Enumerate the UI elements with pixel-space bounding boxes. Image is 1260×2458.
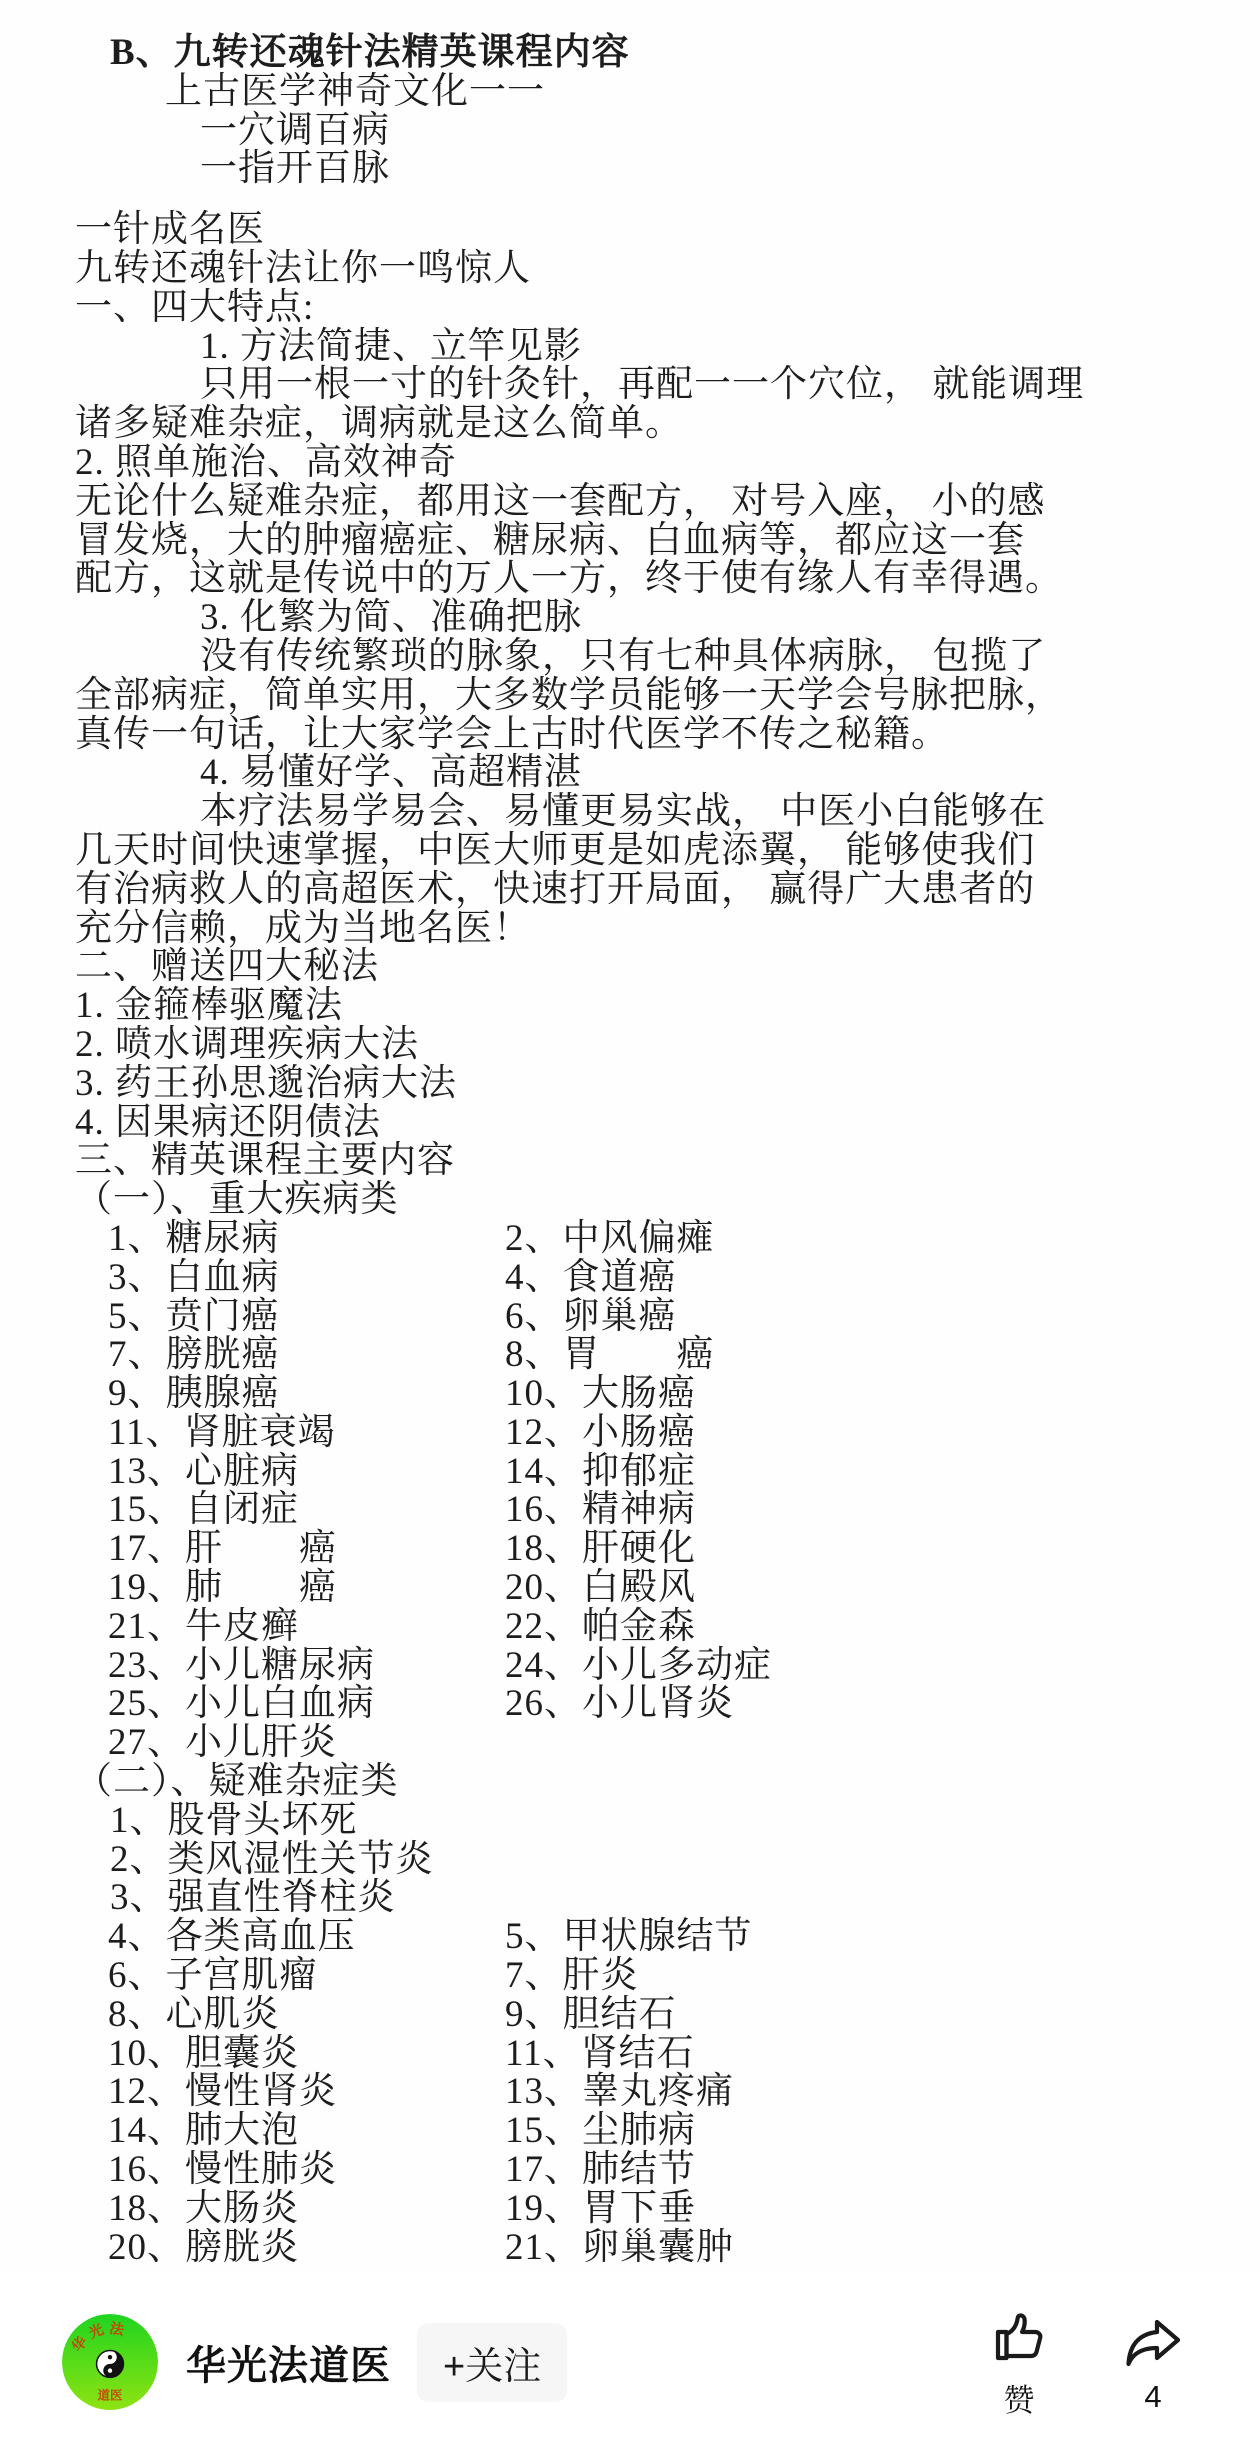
doc-line: 三、精英课程主要内容	[75, 1140, 455, 1182]
misc-disease-item: 12、慢性肾炎	[108, 2071, 337, 2113]
doc-line: 2. 照单施治、高效神奇	[75, 441, 457, 483]
doc-line: 一、四大特点:	[75, 286, 315, 328]
disease-item: 2、中风偏瘫	[505, 1217, 715, 1259]
misc-disease-item: 17、肺结节	[505, 2149, 696, 2191]
doc-line: 4. 易懂好学、高超精湛	[200, 752, 582, 794]
misc-disease-item: 21、卵巢囊肿	[505, 2226, 734, 2268]
doc-line: 一指开百脉	[200, 148, 390, 190]
avatar-arc-text: 华 光 法	[69, 2320, 126, 2356]
disease-item: 12、小肠癌	[505, 1411, 696, 1453]
disease-item: 11、肾脏衰竭	[108, 1411, 336, 1453]
doc-line: 2. 喷水调理疾病大法	[75, 1023, 419, 1065]
disease-item: 15、自闭症	[108, 1489, 299, 1531]
doc-line: 一针成名医	[75, 209, 265, 251]
misc-disease-item: 5、甲状腺结节	[505, 1916, 753, 1958]
misc-lead-item: 1、股骨头坏死	[110, 1799, 358, 1841]
disease-item: 9、胰腺癌	[108, 1373, 280, 1415]
misc-lead-item: 3、强直性脊柱炎	[110, 1877, 396, 1919]
doc-line: 二、赠送四大秘法	[75, 946, 379, 988]
share-button[interactable]	[1110, 2309, 1196, 2415]
doc-line: 只用一根一寸的针灸针，再配一一个穴位， 就能调理	[200, 364, 1085, 406]
doc-line: 没有传统繁琐的脉象，只有七种具体病脉， 包揽了	[200, 635, 1047, 677]
misc-disease-item: 10、胆囊炎	[108, 2032, 299, 2074]
avatar[interactable]	[62, 2314, 158, 2410]
doc-line: 冒发烧，大的肿瘤癌症、糖尿病、白血病等，都应这一套	[75, 519, 1025, 561]
doc-line: 几天时间快速掌握，中医大师更是如虎添翼， 能够使我们	[75, 829, 1036, 871]
misc-disease-item: 14、肺大泡	[108, 2110, 299, 2152]
disease-item: 7、膀胱癌	[108, 1334, 280, 1376]
misc-disease-item: 8、心肌炎	[108, 1993, 280, 2035]
doc-line: 上古医学神奇文化一一	[165, 70, 545, 112]
doc-line: 诸多疑难杂症，调病就是这么简单。	[75, 403, 683, 445]
disease-item: 3、白血病	[108, 1256, 280, 1298]
disease-item: 8、胃 癌	[505, 1334, 715, 1376]
disease-item: 1、糖尿病	[108, 1217, 280, 1259]
disease-item: 14、抑郁症	[505, 1450, 696, 1492]
misc-disease-item: 13、睾丸疼痛	[505, 2071, 734, 2113]
misc-section-header: （二）、疑难杂症类	[75, 1761, 399, 1803]
disease-item: 10、大肠癌	[505, 1373, 696, 1415]
disease-item: 26、小儿肾炎	[505, 1683, 734, 1725]
misc-disease-item: 20、膀胱炎	[108, 2226, 299, 2268]
misc-disease-item: 19、胃下垂	[505, 2187, 696, 2229]
like-button[interactable]	[976, 2305, 1062, 2420]
doc-line: 1. 金箍棒驱魔法	[75, 985, 343, 1027]
disease-item: 25、小儿白血病	[108, 1683, 375, 1725]
misc-disease-item: 9、胆结石	[505, 1993, 677, 2035]
misc-disease-item: 6、子宫肌瘤	[108, 1955, 318, 1997]
doc-line: 4. 因果病还阴债法	[75, 1101, 381, 1143]
share-arrow-icon	[1121, 2309, 1185, 2373]
disease-item: 16、精神病	[505, 1489, 696, 1531]
misc-disease-item: 4、各类高血压	[108, 1916, 356, 1958]
disease-item: 22、帕金森	[505, 1605, 696, 1647]
doc-line: 九转还魂针法让你一鸣惊人	[75, 247, 531, 289]
disease-item: 20、白殿风	[505, 1567, 696, 1609]
disease-item: 18、肝硬化	[505, 1528, 696, 1570]
doc-line: 有治病救人的高超医术，快速打开局面， 赢得广大患者的	[75, 868, 1036, 910]
disease-item: 19、肺 癌	[108, 1567, 337, 1609]
disease-item: 5、贲门癌	[108, 1295, 280, 1337]
username[interactable]: 华光法道医	[186, 2343, 391, 2388]
disease-item: 4、食道癌	[505, 1256, 677, 1298]
major-disease-list	[108, 1217, 1220, 1764]
doc-paragraphs	[75, 34, 1220, 1220]
misc-disease-item: 11、肾结石	[505, 2032, 695, 2074]
doc-line: 充分信赖，成为当地名医！	[75, 907, 531, 949]
yinyang-icon	[97, 2350, 124, 2377]
doc-line: 配方，这就是传说中的万人一方，终于使有缘人有幸得遇。	[75, 558, 1063, 600]
author-bar	[0, 2272, 1260, 2458]
doc-line: 无论什么疑难杂症，都用这一套配方， 对号入座， 小的感	[75, 480, 1046, 522]
disease-item: 24、小儿多动症	[505, 1644, 772, 1686]
doc-line: 3. 药王孙思邈治病大法	[75, 1062, 457, 1104]
disease-item: 27、小儿肝炎	[108, 1722, 337, 1764]
like-label: 赞	[1003, 2382, 1035, 2418]
avatar-bottom-text: 道医	[97, 2388, 123, 2403]
doc-line: 3. 化繁为简、准确把脉	[200, 597, 582, 639]
disease-item: 6、卵巢癌	[505, 1295, 677, 1337]
disease-item: 21、牛皮癣	[108, 1605, 299, 1647]
share-count: 4	[1144, 2379, 1162, 2414]
misc-disease-item: 18、大肠炎	[108, 2187, 299, 2229]
doc-line: 全部病症，简单实用，大多数学员能够一天学会号脉把脉，	[75, 674, 1063, 716]
misc-disease-list	[108, 1918, 1220, 2267]
doc-line: 一穴调百病	[200, 109, 390, 151]
thumbs-up-icon	[987, 2305, 1051, 2369]
misc-disease-item: 15、尘肺病	[505, 2110, 696, 2152]
doc-line: 本疗法易学易会、易懂更易实战， 中医小白能够在	[200, 791, 1047, 833]
misc-lead-item: 2、类风湿性关节炎	[110, 1838, 434, 1880]
doc-line: 真传一句话，让大家学会上古时代医学不传之秘籍。	[75, 713, 949, 755]
disease-item: 13、心脏病	[108, 1450, 299, 1492]
disease-item: 17、肝 癌	[108, 1528, 337, 1570]
misc-disease-item: 16、慢性肺炎	[108, 2149, 337, 2191]
misc-disease-item: 7、肝炎	[505, 1955, 639, 1997]
doc-line: 1. 方法简捷、立竿见影	[200, 325, 582, 367]
doc-line: （一）、重大疾病类	[75, 1179, 399, 1221]
follow-button[interactable]: +关注	[417, 2323, 567, 2402]
disease-item: 23、小儿糖尿病	[108, 1644, 375, 1686]
misc-lead-list	[75, 1799, 1220, 1919]
doc-line: B、九转还魂针法精英课程内容	[110, 32, 630, 73]
